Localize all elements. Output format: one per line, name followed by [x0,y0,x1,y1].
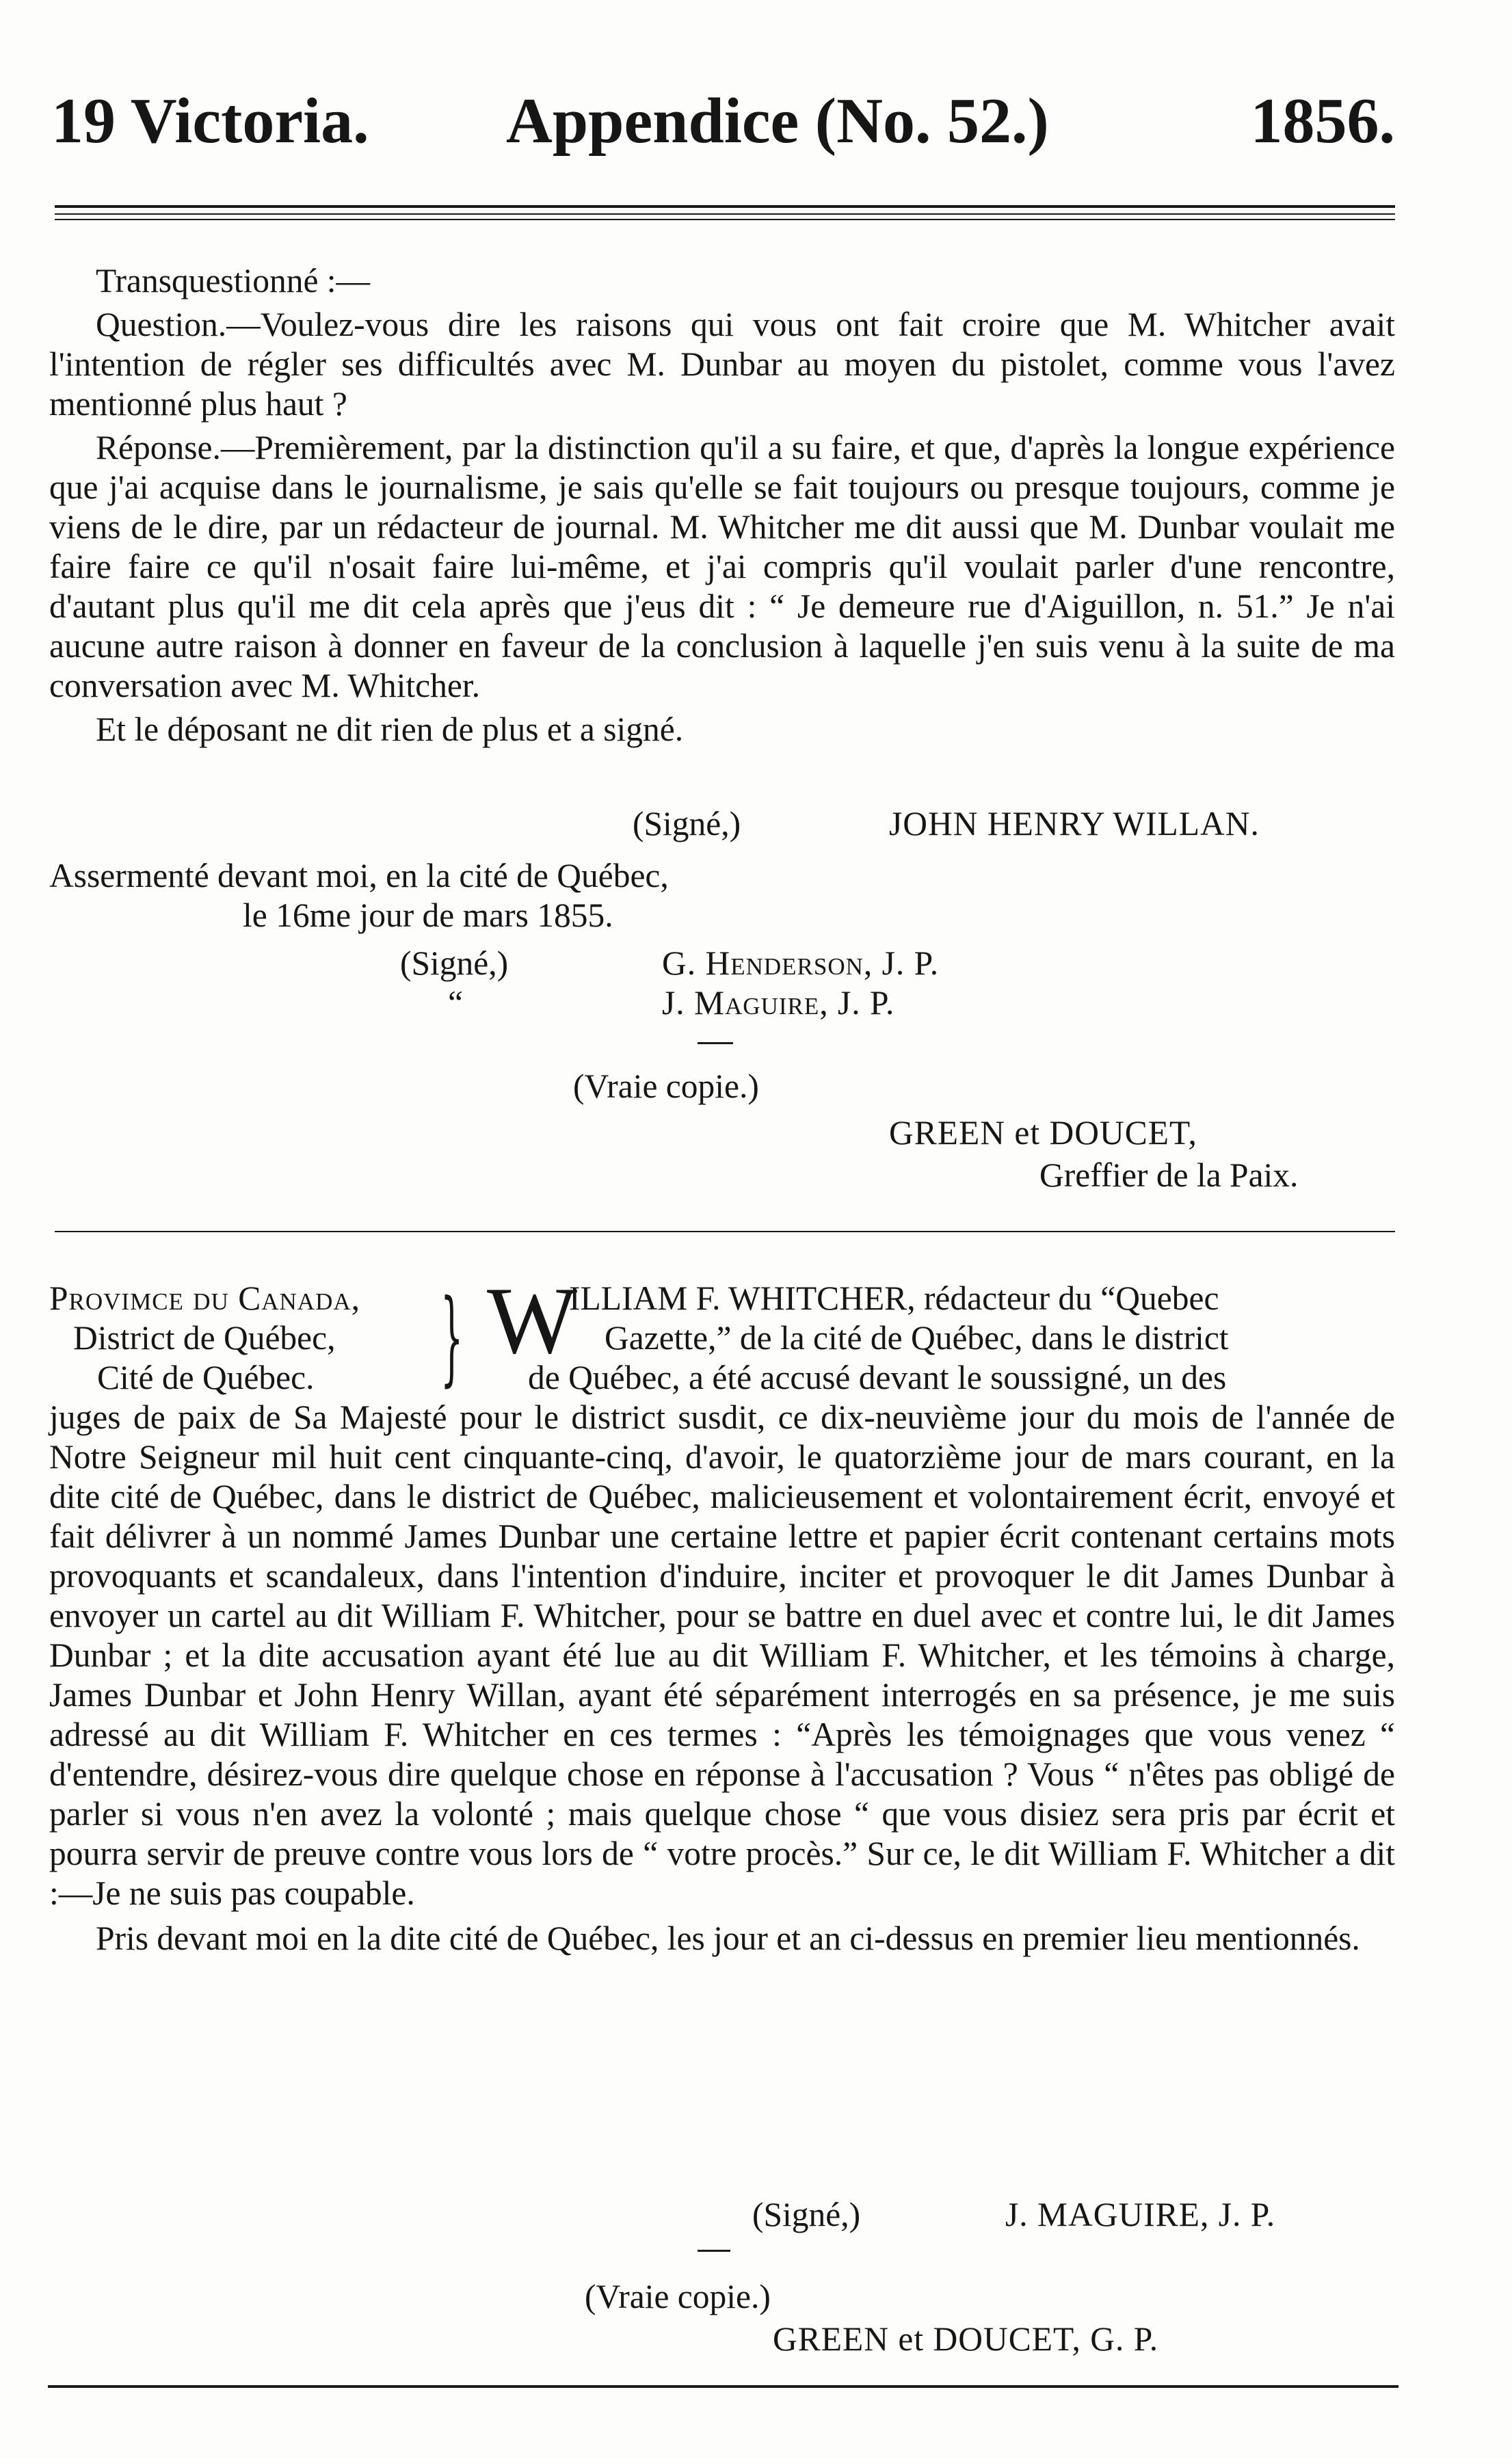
sworn-line-2: le 16me jour de mars 1855. [243,896,613,934]
header-appendix-title: Appendice (No. 52.) [506,85,1049,157]
accusation-signature: J. MAGUIRE, J. P. [1005,2196,1276,2233]
drop-cap-letter: W [487,1268,578,1374]
accusation-body: juges de paix de Sa Majesté pour le district susdit, ce dix-neuvième jour du mois de l'année de Notre Seigneur mil huit cent cinquante-cinq, d'avoir, le quatorzième jour de mars courant, en la dite cité de Québec, dans le district de Québec, malicieusement et volontairement écrit, envoyé et fait délivrer à un nommé James Dunbar une certaine lettre et papier écrit contenant certains mots provoquants et scandaleux, dans l'intention d'induire, inciter et provoquer le dit James Dunbar à envoyer un cartel au dit William F. Whitcher, pour se battre en duel avec et contre lui, le dit James Dunbar ; et la dite accusation ayant été lue au dit William F. Whitcher, et les témoins à charge, James Dunbar et John Henry Willan, ayant été séparément interrogés en sa présence, je me suis adressé au dit William F. Whitcher en ces termes : “Après les témoignages que vous venez “ d'entendre, désirez-vous dire quelque chose en réponse à l'accusation ? Vous “ n'êtes pas obligé de parler si vous n'en avez la volonté ; mais quelque chose “ que vous disiez sera pris par écrit et pourra servir de preuve contre vous lors de “ votre procès.” Sur ce, le dit William F. Whitcher a dit :—Je ne suis pas coupable. [49,1398,1395,1912]
city-label: Cité de Québec. [97,1359,315,1396]
witness-signature: JOHN HENRY WILLAN. [889,805,1260,842]
ditto-mark: “ [448,984,463,1022]
cross-examination-intro: Transquestionné :— [96,262,371,300]
first-line-3: de Québec, a été accusé devant le soussigné, un des [528,1359,1227,1396]
clerk-title: Greffier de la Paix. [1039,1156,1299,1194]
section-rule [55,1231,1395,1232]
question-paragraph: Question.—Voulez-vous dire les raisons qui vous ont fait croire que M. Whitcher avait l'intention de régler ses difficultés avec M. Dunbar au moyen du pistolet, comme vous l'avez mentionné plus haut ? [49,306,1395,423]
district-label: District de Québec, [73,1319,336,1357]
header-rule-thick [55,205,1395,208]
header-regnal-year: 19 Victoria. [51,85,369,157]
first-line-1: ILLIAM F. WHITCHER, rédacteur du “Quebec [569,1279,1219,1317]
sworn-line-1: Assermenté devant moi, en la cité de Québec, [49,857,669,894]
accusation-true-copy: (Vraie copie.) [585,2278,771,2315]
accusation-first-lines [528,1279,1395,1398]
brace-glyph: } [440,1278,464,1397]
jp-henderson: G. Henderson, J. P. [662,944,940,982]
jp-maguire: J. Maguire, J. P. [662,984,895,1022]
witness-signed-label: (Signé,) [633,805,741,842]
taken-before-paragraph: Pris devant moi en la dite cité de Québec, les jour et an ci-dessus en premier lieu mentionnés. [96,1919,1360,1957]
jurisdiction-labels [49,1279,432,1398]
header-rule-thin [55,213,1395,215]
first-line-2: Gazette,” de la cité de Québec, dans le district [605,1319,1229,1357]
true-copy-label: (Vraie copie.) [573,1067,759,1105]
answer-paragraph: Réponse.—Premièrement, par la distinction qu'il a su faire, et que, d'après la longue expérience que j'ai acquise dans le journalisme, je sais qu'elle se fait toujours ou presque toujours, comme je viens de le dire, par un rédacteur de journal. M. Whitcher me dit aussi que M. Dunbar voulait me faire faire ce qu'il n'osait faire lui-même, et j'ai compris qu'il voulait parler d'une rencontre, d'autant plus qu'il me dit cela après que j'eus dit : “ Je demeure rue d'Aiguillon, n. 51.” Je n'ai aucune autre raison à donner en faveur de la conclusion à laquelle j'en suis venu à la suite de ma conversation avec M. Whitcher. [49,429,1395,704]
accusation-signed-label: (Signé,) [752,2196,861,2233]
header-rule-thin-2 [55,219,1395,220]
footer-rule [48,2385,1398,2388]
accusation-section [49,1268,1395,1958]
closing-paragraph: Et le déposant ne dit rien de plus et a signé. [96,710,684,748]
clerk-names: GREEN et DOUCET, [889,1114,1197,1152]
jp-signed-label: (Signé,) [400,944,509,982]
accusation-heading [49,1268,1395,1398]
deposition-text [49,261,1395,749]
separator-dash-2 [698,2250,730,2252]
province-label: Provimce du Canada, [49,1279,360,1317]
separator-dash [698,1042,733,1044]
accusation-clerks: GREEN et DOUCET, G. P. [773,2320,1159,2358]
header-year: 1856. [1250,85,1395,157]
page-header [48,85,1402,178]
